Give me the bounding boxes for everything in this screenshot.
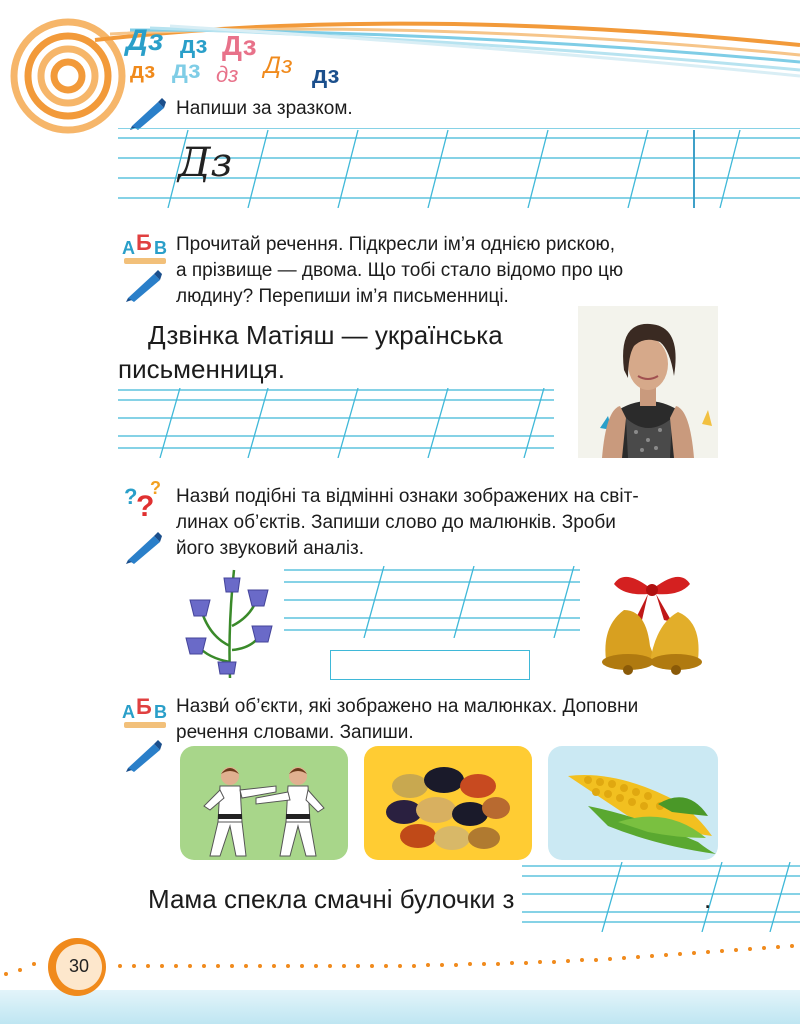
pen-icon — [124, 268, 164, 302]
pen-icon — [124, 738, 164, 772]
task4-sentence: Мама спекла смачні булочки з — [148, 884, 515, 914]
header-letter: дз — [180, 32, 208, 59]
header-letter: дз — [312, 62, 340, 89]
pen-icon — [124, 530, 164, 564]
sample-letter: Дз — [178, 140, 233, 186]
abv-icon: А Б В — [122, 694, 174, 730]
task4-instruction-line1: Назви́ об’єкти, які зображено на малюнках. Доповни — [176, 696, 639, 717]
task3-instruction-line2: линах об’єктів. Запиши слово до малюнків. Зроби — [176, 512, 616, 533]
corn-image — [548, 746, 718, 860]
task2-instruction-line2: а прізвище — двома. Що тобі стало відомо про цю — [176, 260, 624, 281]
writing-lines-task3 — [284, 566, 580, 638]
bluebell-flower-image — [178, 566, 280, 678]
task2-sentence-line1: Дзвінка Матіяш — українська — [148, 320, 503, 350]
bells-image — [584, 566, 718, 676]
task2-sentence-line2: письменниця. — [118, 354, 285, 384]
question-marks-icon: ? ? ? — [124, 478, 161, 523]
raisins-image — [364, 746, 532, 860]
task3-instruction-line1: Назви́ подібні та відмінні ознаки зображених на світ- — [176, 486, 639, 507]
writer-photo — [578, 306, 718, 458]
writing-lines-task4 — [522, 862, 800, 932]
header-letter: дз — [130, 58, 156, 83]
task2-instruction-line1: Прочитай речення. Підкресли ім’я однією рискою, — [176, 234, 616, 255]
task4-instruction-line2: речення словами. Запиши. — [176, 722, 414, 743]
header-letter: дз — [172, 56, 201, 84]
task1-instruction: Напиши за зразком. — [176, 98, 353, 119]
karate-image — [180, 746, 348, 860]
header-letter: дз — [216, 62, 239, 87]
pen-icon — [128, 96, 168, 130]
footer-band — [0, 990, 800, 1024]
writing-lines-task2 — [118, 388, 554, 458]
sound-analysis-box[interactable] — [330, 650, 530, 680]
header-letter: Дз — [264, 52, 293, 79]
task4-end-mark: . — [704, 884, 712, 914]
header-letter: Дз — [126, 24, 164, 57]
header-letters — [120, 26, 380, 96]
task2-instruction-line3: людину? Перепиши ім’я письменниці. — [176, 286, 509, 307]
footer-dots — [0, 940, 800, 990]
page-number: 30 — [68, 956, 90, 976]
task3-instruction-line3: його звуковий аналіз. — [176, 538, 365, 559]
abv-icon: А Б В — [122, 230, 174, 266]
header-letter: Дз — [222, 30, 257, 61]
